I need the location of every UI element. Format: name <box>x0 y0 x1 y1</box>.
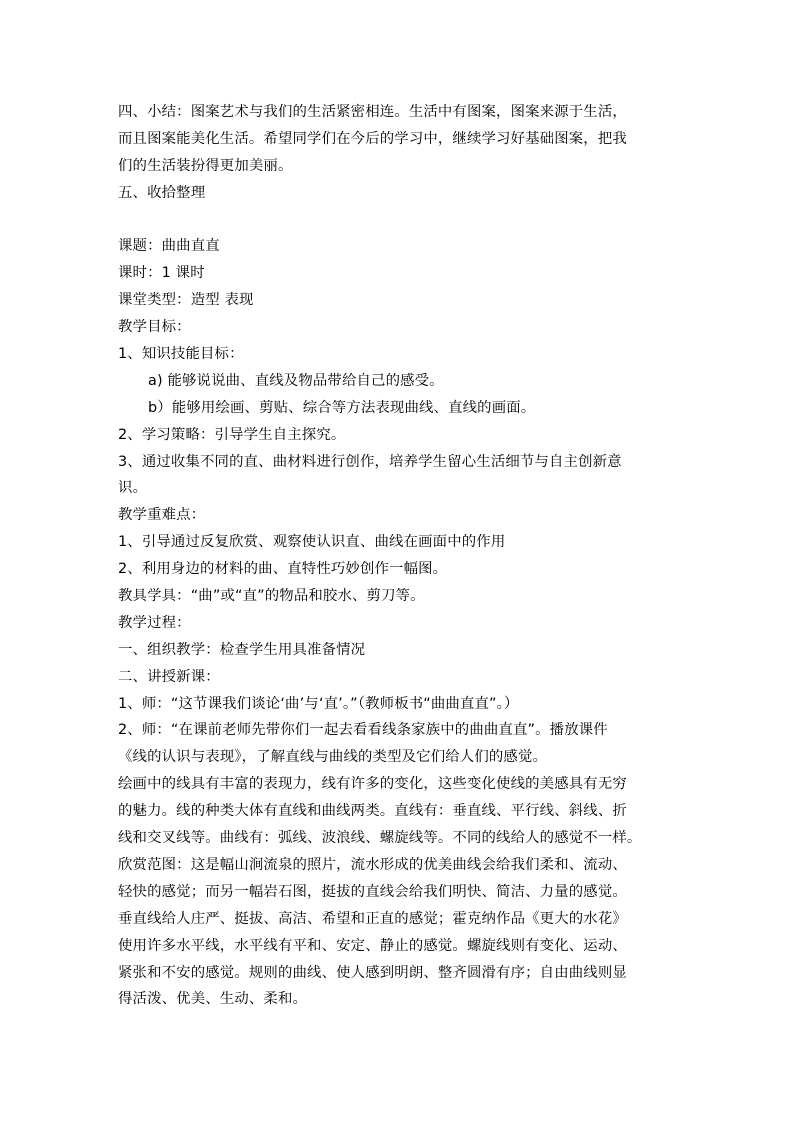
blank-line <box>118 207 680 234</box>
goal-subitem: b）能够用绘画、剪贴、综合等方法表现曲线、直线的画面。 <box>148 399 536 416</box>
process-substep: 1、师：“这节课我们谈论‘曲’与‘直’。”（教师板书“曲曲直直”。） <box>118 695 519 712</box>
process-step: 二、讲授新课： <box>118 668 220 685</box>
goal-subitem: a) 能够说说曲、直线及物品带给自己的感受。 <box>148 372 444 389</box>
paragraph-line: 欣赏范图：这是幅山涧流泉的照片，流水形成的优美曲线会给我们柔和、流动、 <box>118 856 627 873</box>
summary-line: 而且图案能美化生活。希望同学们在今后的学习中，继续学习好基础图案，把我 <box>118 130 627 147</box>
section-heading: 五、收拾整理 <box>118 184 206 201</box>
summary-line: 们的生活装扮得更加美丽。 <box>118 157 293 174</box>
paragraph-line: 得活泼、优美、生动、柔和。 <box>118 991 308 1008</box>
goal-item: 2、学习策略：引导学生自主探究。 <box>118 426 346 443</box>
key-point-item: 1、引导通过反复欣赏、观察使认识直、曲线在画面中的作用 <box>118 534 506 551</box>
lesson-hours: 课时：1 课时 <box>118 265 205 282</box>
paragraph-line: 使用许多水平线，水平线有平和、安定、静止的感觉。螺旋线则有变化、运动、 <box>118 937 627 954</box>
summary-line: 四、小结：图案艺术与我们的生活紧密相连。生活中有图案，图案来源于生活， <box>118 104 627 120</box>
paragraph-line: 的魅力。线的种类大体有直线和曲线两类。直线有：垂直线、平行线、斜线、折 <box>118 803 627 820</box>
paragraph-line: 线和交叉线等。曲线有：弧线、波浪线、螺旋线等。不同的线给人的感觉不一样。 <box>118 830 642 847</box>
process-heading: 教学过程： <box>118 614 191 631</box>
process-substep-continued: 《线的认识与表现》，了解直线与曲线的类型及它们给人们的感觉。 <box>118 749 548 766</box>
paragraph-line: 垂直线给人庄严、挺拔、高洁、希望和正直的感觉；霍克纳作品《更大的水花》 <box>118 910 627 927</box>
goal-item: 3、通过收集不同的直、曲材料进行创作，培养学生留心生活细节与自主创新意 <box>118 453 622 470</box>
key-point-item: 2、利用身边的材料的曲、直特性巧妙创作一幅图。 <box>118 561 448 578</box>
lesson-type: 课堂类型：造型 表现 <box>118 292 254 309</box>
paragraph-line: 紧张和不安的感觉。规则的曲线、使人感到明朗、整齐圆滑有序；自由曲线则显 <box>118 964 627 981</box>
paragraph-line: 轻快的感觉；而另一幅岩石图，挺拔的直线会给我们明快、简洁、力量的感觉。 <box>118 883 627 900</box>
goal-item-continued: 识。 <box>118 480 148 497</box>
teaching-tools: 教具学具：“曲”或“直”的物品和胶水、剪刀等。 <box>118 588 425 605</box>
lesson-title: 课题：曲曲直直 <box>118 238 220 255</box>
paragraph-line: 绘画中的线具有丰富的表现力，线有许多的变化，这些变化使线的美感具有无穷 <box>118 776 627 793</box>
process-step: 一、组织教学：检查学生用具准备情况 <box>118 641 366 658</box>
goals-heading: 教学目标： <box>118 319 191 336</box>
process-substep: 2、师：“在课前老师先带你们一起去看看线条家族中的曲曲直直”。播放课件 <box>118 722 608 739</box>
goal-item: 1、知识技能目标： <box>118 346 244 363</box>
document-body <box>118 99 680 1013</box>
key-points-heading: 教学重难点： <box>118 507 206 524</box>
